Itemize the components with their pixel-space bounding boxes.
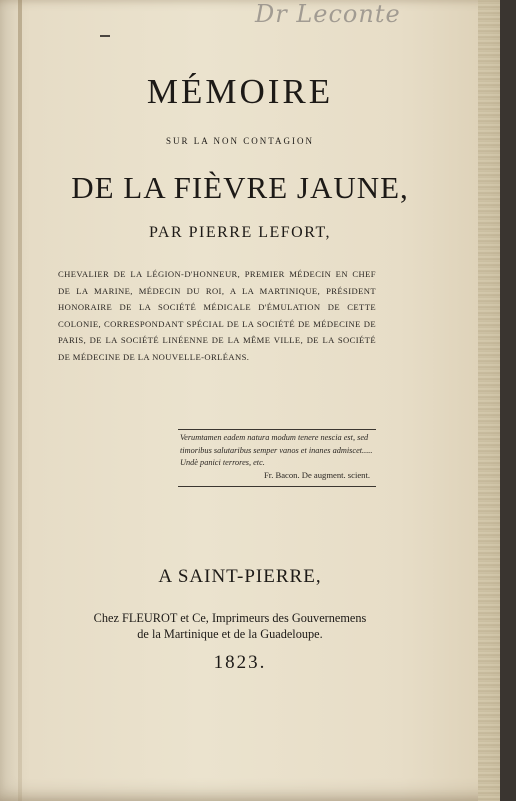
epigraph-bottom-rule xyxy=(178,486,376,487)
imprint-printer xyxy=(40,610,420,642)
main-heading: DE LA FIÈVRE JAUNE, xyxy=(71,170,409,205)
page-title: MÉMOIRE xyxy=(146,72,334,111)
epigraph-attribution: Fr. Bacon. De augment. scient. xyxy=(264,470,370,480)
page-edge xyxy=(478,0,500,801)
subtitle: SUR LA NON CONTAGION xyxy=(165,136,315,146)
printer-line-1: Chez FLEUROT et Ce, Imprimeurs des Gouvernemens xyxy=(93,611,367,625)
publication-year: 1823. xyxy=(213,652,267,673)
author-line: PAR PIERRE LEFORT, xyxy=(148,224,332,241)
handwritten-annotation: Dr Leconte xyxy=(255,0,401,28)
printer-line-2: de la Martinique et de la Guadeloupe. xyxy=(137,627,323,641)
epigraph-quote: Verumtamen eadem natura modum tenere nescia est, sed timoribus salutaribus semper vanos et inanes admiscet..... Undè panici terrores, etc. xyxy=(180,433,373,468)
binding-stain xyxy=(18,0,22,801)
imprint-place: A SAINT-PIERRE, xyxy=(158,566,322,587)
epigraph-top-rule xyxy=(178,429,376,430)
ink-mark xyxy=(100,35,110,37)
author-credentials: CHEVALIER DE LA LÉGION-D'HONNEUR, PREMIER MÉDECIN EN CHEF DE LA MARINE, MÉDECIN DU ROI, A LA MARTINIQUE, PRÉSIDENT HONORAIRE DE LA SOCIÉTÉ MÉDICALE D'ÉMULATION DE CETTE COLONIE, CORRESPONDANT SPÉCIAL DE LA SOCIÉTÉ DE MÉDECINE DE PARIS, DE LA SOCIÉTÉ LINÉENNE DE LA MÊME VILLE, DE LA SOCIÉTÉ DE MÉDECINE DE LA NOUVELLE-ORLÉANS. xyxy=(58,269,376,362)
